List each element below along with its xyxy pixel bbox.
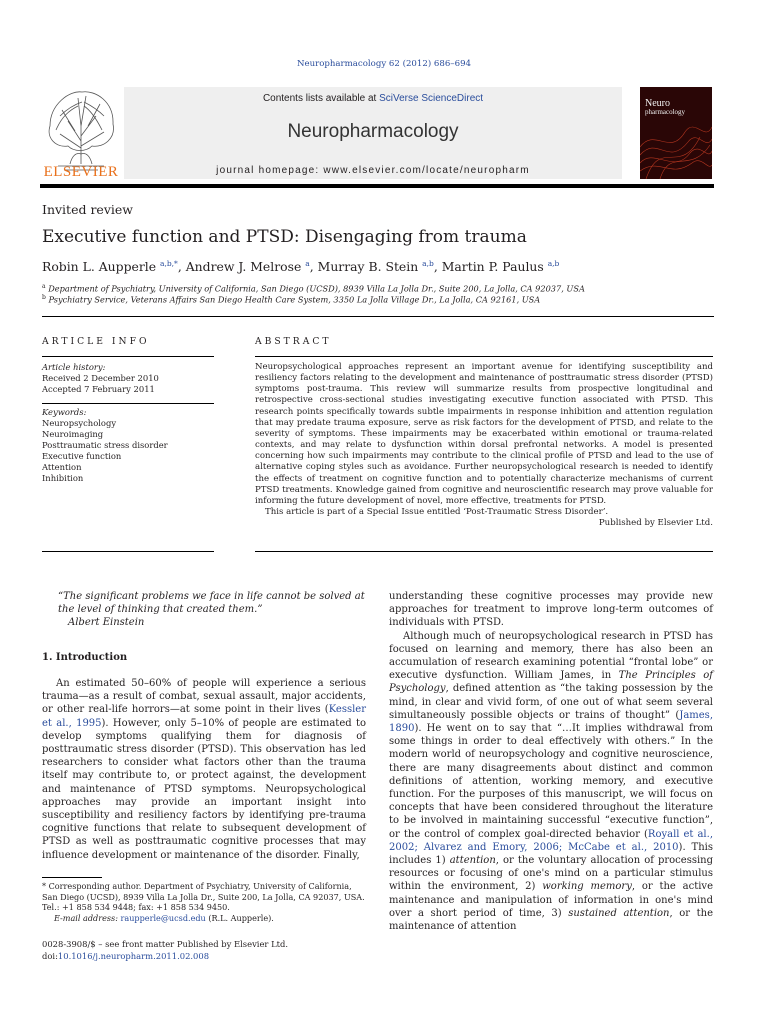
term: attention <box>449 855 496 867</box>
author-affil-mark[interactable]: a,b <box>547 259 560 268</box>
author-list <box>42 259 559 274</box>
keywords-block <box>42 407 214 484</box>
issn-line: 0028-3908/$ – see front matter Published by Elsevier Ltd. <box>42 939 289 949</box>
email-link[interactable]: raupperle@ucsd.edu <box>120 912 206 923</box>
intro-paragraph-1 <box>42 677 366 862</box>
abstract-body: Neuropsychological approaches represent an important avenue for identifying susceptibility and resiliency factors relating to the development and maintenance of posttraumatic stress disorder (PTSD) symptoms post-trauma. This review will summarize results from prospective longitudinal and retrospective cross-sectional studies investigating executive function associated with PTSD. This research points specifically towards subtle impairments in response inhibition and attention regulation that may predate trauma exposure, serve as risk factors for the development of PTSD, and relate to the severity of symptoms. These impairments may be exacerbated within emotional or trauma-related contexts, and may relate to dysfunction within dorsal prefrontal networks. A model is presented concerning how such impairments may contribute to the clinical profile of PTSD and lead to the use of alternative coping styles such as avoidance. Further neuropsychological research is needed to identify the effects of treatment on cognitive function and to potentially characterize mechanisms of current PTSD treatments. Knowledge gained from cognitive and neuroscientific research may prove valuable for informing the future development of novel, more effective, treatments for PTSD. <box>255 362 713 506</box>
text-run: ). However, only 5–10% of people are estimated to develop symptoms qualifying them for diagnosis of posttraumatic stress disorder (PTSD). This observation has led researchers to consider what factors other than the trauma itself may contribute to, or protect against, the development and maintenance of PTSD symptoms. Neuropsychological approaches may provide an important insight into susceptibility and resiliency factors by identifying pre-trauma cognitive functions that relate to subsequent development of PTSD as well as posttraumatic cognitive processes that may influence development or maintenance of the disorder. Finally, <box>42 717 366 861</box>
epigraph-author: Albert Einstein <box>68 617 145 629</box>
term: working memory <box>542 881 632 893</box>
cover-subtitle: pharmacology <box>645 108 686 116</box>
author-name[interactable]: Martin P. Paulus <box>441 259 544 275</box>
book-title: The Principles of Psychology <box>389 670 714 695</box>
cover-title: Neuro <box>645 98 670 109</box>
article-title: Executive function and PTSD: Disengaging from trauma <box>42 227 527 247</box>
abstract-heading: ABSTRACT <box>255 336 332 347</box>
affil-mark: b <box>42 294 46 301</box>
author-name[interactable]: Andrew J. Melrose <box>185 259 302 275</box>
abstract-rule <box>255 356 713 357</box>
author-sep: , <box>177 259 186 275</box>
title-rule <box>42 316 714 317</box>
keyword: Posttraumatic stress disorder <box>42 440 168 450</box>
publisher-note: Published by Elsevier Ltd. <box>598 518 713 529</box>
journal-citation[interactable]: Neuropharmacology 62 (2012) 686–694 <box>296 59 472 69</box>
keyword: Inhibition <box>42 473 84 483</box>
header-rule <box>40 184 714 188</box>
doi-prefix: doi: <box>42 951 58 961</box>
keyword: Attention <box>42 462 82 472</box>
text-run: ). He went on to say that “…It implies withdrawal from some things in order to deal effectively with others.” In the modern world of neuropsychology and cognitive neuroscience, there are many disagreements about distinct and common definitions of attention, working memory, and executive function. For the purposes of this manuscript, we will focus on concepts that have been considered throughout the literature to be involved in maintaining successful “executive function”, or the control of complex goal-directed behavior ( <box>389 723 713 840</box>
affil-text: Psychiatry Service, Veterans Affairs San Diego Health Care System, 3350 La Jolla Village Dr., La Jolla, CA 92161, USA <box>48 294 541 305</box>
article-info-heading: ARTICLE INFO <box>42 336 150 347</box>
affiliation-a <box>42 283 585 294</box>
keywords-label: Keywords: <box>42 407 87 417</box>
epigraph-text: “The significant problems we face in life cannot be solved at the level of thinking that created them.” <box>58 591 365 616</box>
author-name[interactable]: Robin L. Aupperle <box>42 259 157 275</box>
accepted-date: Accepted 7 February 2011 <box>42 384 155 394</box>
article-info-bottom-rule <box>42 551 214 552</box>
text-run: An estimated 50–60% of people will experience a serious trauma—as a result of combat, sexual assault, major accidents, or other real-life horrors—at some point in their lives ( <box>42 678 366 716</box>
contents-prefix: Contents lists available at <box>262 93 380 104</box>
footnote-rule <box>42 877 102 878</box>
text-run: , or the voluntary allocation of processing resources or focusing of one's mind on a particular stimulus within the environment, 2) <box>389 855 714 893</box>
text-run: , or the maintenance of attention <box>389 907 714 933</box>
abstract-bottom-rule <box>255 551 713 552</box>
keyword: Executive function <box>42 451 122 461</box>
text-run: Although much of neuropsychological research in PTSD has focused on learning and memory, there has also been an accumulation of research examining potential “frontal lobe” or executive dysfunction. William James, in <box>389 630 713 682</box>
email-suffix: (R.L. Aupperle). <box>205 912 274 923</box>
contents-line <box>124 93 622 104</box>
term: sustained attention <box>568 907 670 919</box>
text-run: , or the active maintenance and manipulation of information in one's mind over a short period of time, 3) <box>389 881 713 919</box>
text-run: ). This includes 1) <box>389 841 713 867</box>
history-rule <box>42 403 214 404</box>
doi-link[interactable]: 10.1016/j.neuropharm.2011.02.008 <box>57 951 210 961</box>
keyword: Neuroimaging <box>42 429 104 439</box>
footnote-text: * Corresponding author. Department of Psychiatry, University of California, San Diego (UCSD), 8939 Villa La Jolla Dr., Suite 200, La Jolla, CA 92037, USA. Tel.: +1 858 534 9448; fax: +1 858 534 9450. <box>42 881 365 913</box>
article-type: Invited review <box>42 202 133 217</box>
epigraph <box>58 590 366 629</box>
author-sep: , <box>433 259 442 275</box>
history-label: Article history: <box>42 362 106 372</box>
author-affil-mark[interactable]: a <box>305 259 310 268</box>
citation-link[interactable]: Kessler et al., 1995 <box>42 704 366 729</box>
affil-text: Department of Psychiatry, University of California, San Diego (UCSD), 8939 Villa La Jolla Dr., Suite 200, La Jolla, CA 92037, USA <box>48 283 585 294</box>
author-name[interactable]: Murray B. Stein <box>317 259 419 275</box>
citation-link[interactable]: Royall et al., 2002; Alvarez and Emory, 2006; McCabe et al., 2010 <box>389 828 713 853</box>
issn-doi-block <box>42 938 368 962</box>
intro-paragraph-2 <box>389 630 713 934</box>
author-affil-mark[interactable]: a,b <box>422 259 434 268</box>
intro-paragraph-1-cont: understanding these cognitive processes may provide new approaches for treatment to improve long-term outcomes of individuals with PTSD. <box>389 591 713 629</box>
special-issue-note: This article is part of a Special Issue entitled ‘Post-Traumatic Stress Disorder’. <box>265 507 609 518</box>
left-column-text <box>42 677 366 862</box>
affiliation-b <box>42 294 540 305</box>
received-date: Received 2 December 2010 <box>42 373 159 383</box>
sciencedirect-link[interactable]: SciVerse ScienceDirect <box>379 93 484 104</box>
article-info-rule <box>42 356 214 357</box>
journal-cover-thumbnail[interactable] <box>640 87 712 179</box>
publisher-wordmark: ELSEVIER <box>43 164 119 180</box>
affil-mark: a <box>42 283 46 290</box>
text-run: , defined attention as “the taking possession by the mind, in clear and vivid form, of one out of what seem several simultaneously possible objects or trains of thought” ( <box>389 683 713 721</box>
article-history <box>42 362 214 395</box>
citation-link[interactable]: James, 1890 <box>389 709 713 735</box>
corresponding-author-footnote <box>42 881 368 923</box>
email-label: E-mail address: <box>54 912 118 923</box>
author-sep: , <box>309 259 318 275</box>
journal-homepage[interactable]: journal homepage: www.elsevier.com/locate/neuropharm <box>216 165 530 176</box>
abstract-text <box>255 362 713 529</box>
author-affil-mark[interactable]: a,b,* <box>160 259 178 268</box>
keyword: Neuropsychology <box>42 418 117 428</box>
right-column-text <box>389 590 713 933</box>
section-heading-introduction: 1. Introduction <box>42 652 128 663</box>
journal-title: Neuropharmacology <box>287 121 459 142</box>
